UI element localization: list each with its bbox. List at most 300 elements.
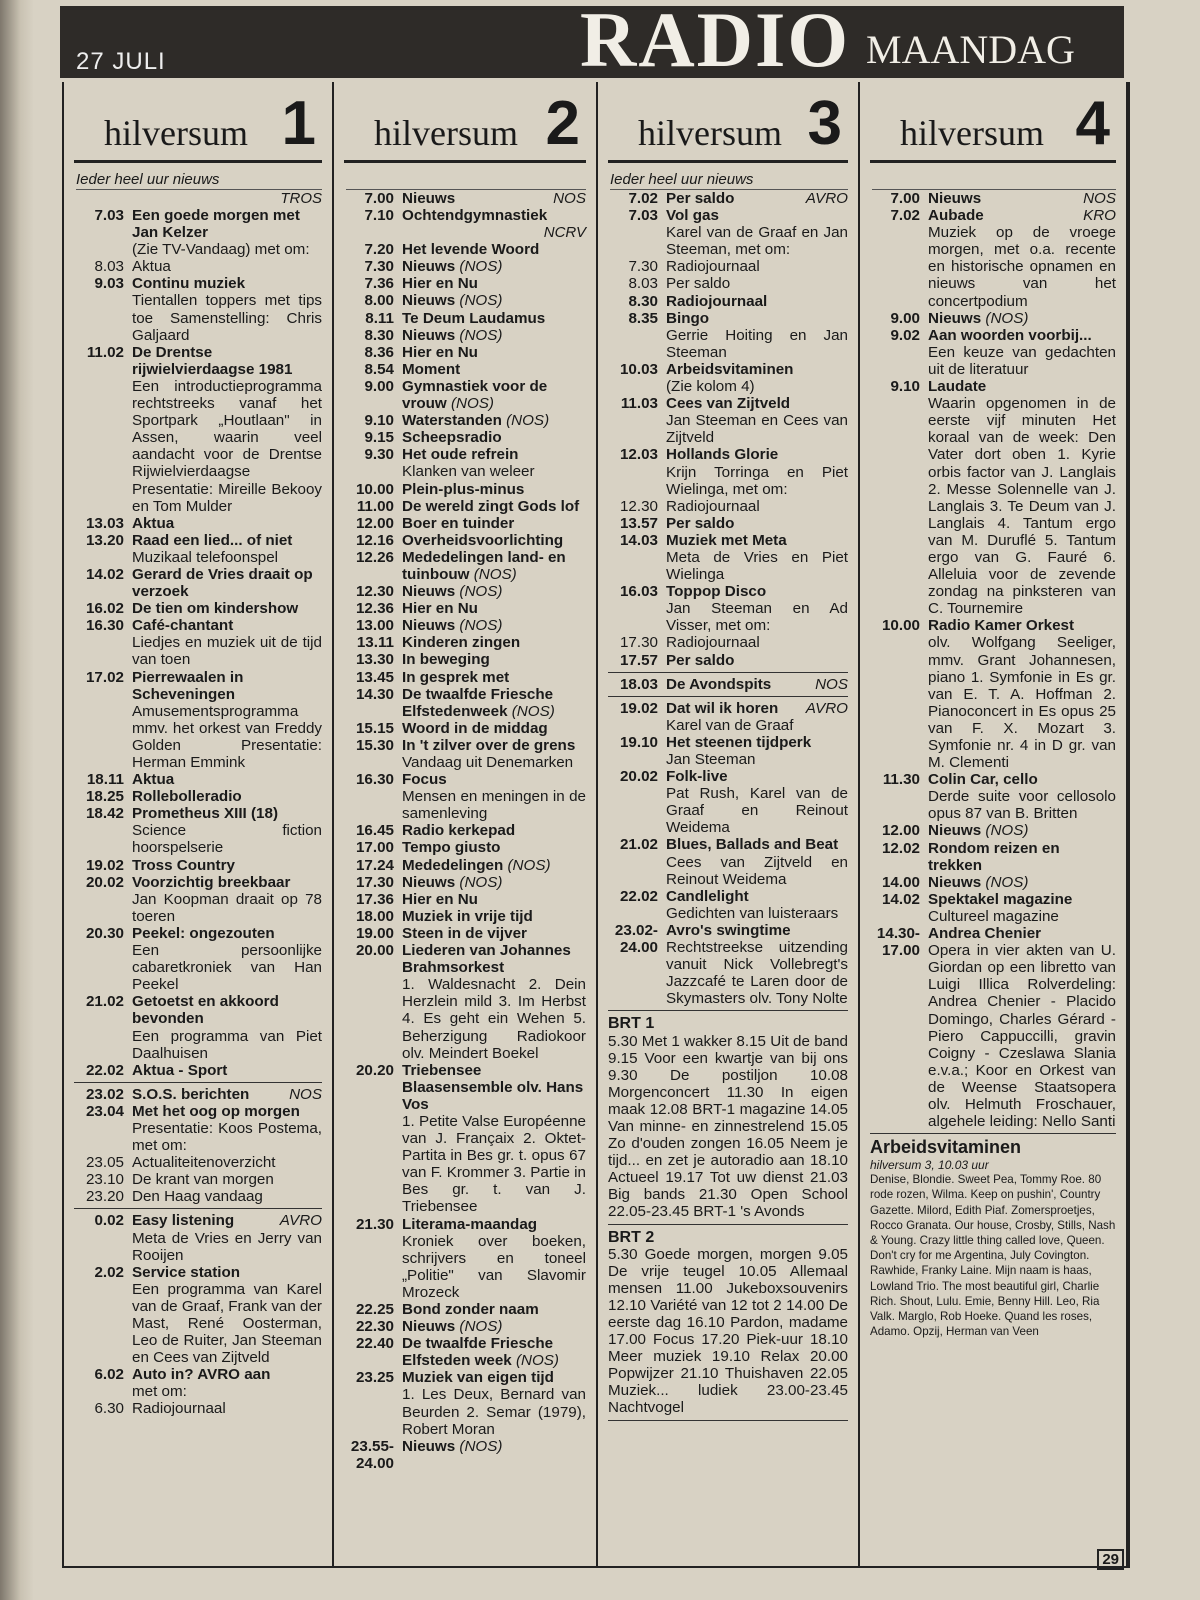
program-title: Muziek met Meta	[666, 531, 787, 549]
program-title: In beweging	[402, 651, 490, 669]
program-body	[402, 207, 586, 224]
program-title: Rondom reizen en trekken	[928, 839, 1060, 874]
program-entry	[344, 617, 586, 634]
program-time: 19.10	[619, 733, 658, 751]
divider-line	[74, 1208, 322, 1209]
program-time: 17.57	[619, 651, 658, 669]
program-body	[132, 566, 322, 600]
program-entry	[74, 1366, 322, 1400]
program-network: (NOS)	[507, 702, 555, 720]
program-title: Muziek in vrije tijd	[402, 907, 533, 925]
program-body	[666, 310, 848, 361]
program-entry	[344, 258, 586, 275]
program-network: (NOS)	[455, 583, 503, 601]
program-description: Jan Steeman en Cees van Zijtveld	[666, 412, 848, 447]
program-description: Kroniek over boeken, schrijvers en toneel „Politie" van Slavomir Mrozeck	[402, 1232, 586, 1301]
program-time: 12.30	[619, 497, 658, 515]
program-title: Aan woorden voorbij...	[928, 326, 1092, 344]
program-title: Avro's swingtime	[666, 921, 791, 939]
program-time: 18.11	[86, 771, 124, 789]
news-note-spacer	[872, 171, 1116, 190]
program-body	[402, 361, 586, 378]
program-time: 8.11	[365, 309, 394, 327]
program-time: 14.00	[881, 873, 920, 891]
program-entry	[74, 258, 322, 275]
program-time: 14.30-17.00	[876, 925, 920, 960]
program-time: 19.00	[355, 924, 394, 942]
program-description: Krijn Torringa en Piet Wielinga, met om:	[666, 463, 848, 498]
program-entry	[344, 1318, 586, 1335]
program-entry	[344, 412, 586, 429]
program-time: 7.02	[890, 207, 920, 225]
program-body	[402, 686, 586, 720]
program-entry	[344, 498, 586, 515]
program-entry	[870, 327, 1116, 378]
program-time: 23.02	[85, 1085, 124, 1103]
program-title: Nieuws	[402, 326, 456, 344]
program-time: 14.02	[881, 890, 920, 908]
program-description: Klanken van weleer	[402, 463, 535, 481]
program-body	[402, 1318, 586, 1335]
program-body	[666, 532, 848, 583]
program-entry	[344, 190, 586, 207]
program-time: 16.45	[355, 822, 394, 840]
program-time: 20.20	[355, 1061, 394, 1079]
program-entry	[74, 771, 322, 788]
program-body	[402, 839, 586, 856]
program-title: Prometheus XIII (18)	[132, 805, 279, 823]
program-entry	[608, 700, 848, 734]
program-body	[666, 888, 848, 922]
program-body	[928, 771, 1116, 822]
program-body	[402, 874, 586, 891]
program-time: 13.57	[619, 514, 658, 532]
divider-line	[608, 672, 848, 673]
program-time: 9.00	[890, 309, 920, 327]
program-body	[132, 617, 322, 668]
program-network: (NOS)	[446, 395, 494, 413]
program-body	[402, 532, 586, 549]
program-entry	[344, 600, 586, 617]
station-name: hilversum	[638, 113, 782, 153]
program-description: Tientallen toppers met tips toe Samenstelling: Chris Galjaard	[132, 292, 322, 344]
broadcaster-tag: AVRO	[279, 1212, 322, 1230]
program-body	[402, 908, 586, 925]
program-title: Blues, Ballads and Beat	[666, 836, 839, 854]
program-description: 1. Waldesnacht 2. Dein Herzlein mild 3. Im Herbst 4. Es geht ein Wehen 5. Beherzigung Radiokoor olv. Meindert Boekel	[402, 976, 586, 1062]
program-entry	[608, 768, 848, 836]
arbeidsvitaminen-playlist: Denise, Blondie. Sweet Pea, Tommy Roe. 80 rode rozen, Wilma. Keep on pushin', Country Gazette. Milord, Edith Piaf. Zomersproetjes, Rocco Granata. Our house, Crosby, Stills, Nash & Young. Crazy little thing called love, Queen. Don't cry for me Argentina, July Covington. Rawhide, Franky Laine. Mijn naam is haas, Lowland Trio. The most beautiful girl, Charlie Rich. Shout, Lulu. Emie, Benny Hill. Leo, Ria Valk. Marglo, Rob Hoeke. Quand les roses, Adamo. Opzij, Herman van Veen	[870, 1173, 1116, 1339]
program-body	[666, 395, 848, 446]
program-body	[666, 836, 848, 887]
program-time: 9.03	[94, 275, 124, 293]
program-title: Nieuws	[402, 873, 456, 891]
program-description: Actualiteitenoverzicht	[132, 1154, 276, 1172]
program-time: 18.42	[85, 805, 124, 823]
program-description: Cees van Zijtveld en Reinout Weidema	[666, 853, 848, 888]
program-title: Nieuws	[402, 1437, 456, 1455]
broadcaster-tag: NOS	[289, 1085, 322, 1103]
program-network: (NOS)	[981, 309, 1029, 327]
program-body	[132, 344, 322, 515]
program-title: Met het oog op morgen	[132, 1102, 300, 1120]
program-entry	[608, 446, 848, 497]
belgian-radio-block	[608, 1229, 848, 1417]
program-description: olv. Wolfgang Seeliger, mmv. Grant Johannesen, piano 1. Symfonie in Es gr. van E. T. A. Hoffman 2. Pianoconcert in Es opus 25 van F. X. Mozart 3. Symfonie nr. 4 in D gr. van M. Clementi	[928, 634, 1116, 772]
program-title: De twaalfde Friesche Elfstedenweek	[402, 685, 554, 720]
program-description: Rechtstreekse uitzending vanuit Nick Vollebregt's Jazzcafé te Laren door de Skymasters olv. Tony Nolte	[666, 939, 848, 1008]
program-entry	[344, 532, 586, 549]
program-body	[402, 583, 586, 600]
program-body	[132, 1400, 322, 1417]
program-description: Opera in vier akten van U. Giordan op een libretto van Luigi Illica Rolverdeling: Andrea Chenier - Placido Domingo, Charles Gérard - Piero Cappuccilli, gravin Coigny - Czeslawa Slania e.v.a.; Koor en Orkest van de Weense Staatsopera olv. Helmuth Froschauer, algehele leiding: Nello Santi	[928, 942, 1116, 1131]
program-title: Gymnastiek voor de vrouw	[402, 377, 548, 413]
program-body	[402, 292, 586, 309]
program-body	[928, 891, 1116, 925]
program-entry	[344, 891, 586, 908]
program-body	[928, 207, 1116, 310]
program-time: 8.35	[628, 309, 658, 327]
program-body	[132, 515, 322, 532]
program-entry	[608, 676, 848, 693]
program-time: 12.00	[881, 822, 920, 840]
program-entry	[608, 888, 848, 922]
program-time: 17.30	[619, 634, 658, 652]
program-entry	[74, 788, 322, 805]
program-entry	[74, 1086, 322, 1103]
program-body	[928, 822, 1116, 839]
broadcaster-label: TROS	[280, 190, 322, 207]
program-title: Tempo giusto	[402, 839, 501, 857]
program-title: Easy listening	[132, 1212, 235, 1230]
program-entry	[344, 1438, 586, 1472]
program-entry	[74, 275, 322, 343]
program-body	[132, 1086, 322, 1103]
program-entry	[344, 549, 586, 583]
program-description: Meta de Vries en Piet Wielinga	[666, 548, 848, 584]
program-time: 13.45	[355, 668, 394, 686]
station-number: 1	[281, 89, 316, 158]
program-body	[402, 1438, 586, 1472]
program-entry	[608, 532, 848, 583]
program-entry	[870, 190, 1116, 207]
program-body	[402, 737, 586, 771]
program-description: Karel van de Graaf	[666, 716, 794, 734]
program-description: Pat Rush, Karel van de Graaf en Reinout Weidema	[666, 785, 848, 837]
schedule-grid	[62, 82, 1130, 1568]
program-description: Liedjes en muziek uit de tijd van toen	[132, 634, 322, 669]
program-description: Per saldo	[666, 275, 731, 293]
program-network: (NOS)	[455, 258, 503, 276]
program-title: Liederen van Johannes Brahmsorkest	[402, 942, 571, 977]
program-time: 8.30	[628, 292, 658, 310]
program-description: Een introductieprogramma rechtstreeks vanaf het Sportpark „Houtlaan" in Assen, waarin veel aandacht voor de Drentse Rijwielvierdaagse Presentatie: Mireille Bekooy en Tom Mulder	[132, 377, 322, 515]
program-body	[666, 361, 848, 395]
program-body	[402, 1216, 586, 1301]
program-time: 16.03	[619, 583, 658, 601]
program-time: 10.00	[355, 480, 394, 498]
program-time: 14.02	[85, 565, 124, 583]
program-time: 20.00	[355, 942, 394, 960]
program-network: (NOS)	[511, 1352, 559, 1370]
program-title: Aktua	[132, 514, 175, 532]
program-entry	[608, 293, 848, 310]
program-entry	[74, 1154, 322, 1171]
program-body	[402, 669, 586, 686]
program-time: 13.11	[356, 634, 394, 652]
program-title: Toppop Disco	[666, 583, 767, 601]
program-description: Den Haag vandaag	[132, 1188, 263, 1206]
program-body	[402, 651, 586, 668]
program-entry	[344, 822, 586, 839]
news-note: Ieder heel uur nieuws	[610, 171, 848, 190]
broadcaster-tag: KRO	[1083, 207, 1116, 225]
program-description: Gerrie Hoiting en Jan Steeman	[666, 326, 848, 361]
program-title: Te Deum Laudamus	[402, 309, 546, 327]
program-time: 22.02	[619, 887, 658, 905]
program-time: 12.36	[355, 600, 394, 618]
program-body	[402, 498, 586, 515]
program-description: Muzikaal telefoonspel	[132, 548, 279, 566]
program-entry	[74, 617, 322, 668]
program-time: 23.05	[85, 1154, 124, 1172]
program-entry	[344, 839, 586, 856]
program-title: Aktua - Sport	[132, 1061, 228, 1079]
program-time: 16.02	[85, 600, 124, 618]
program-description: Gedichten van luisteraars	[666, 904, 839, 922]
program-body	[402, 600, 586, 617]
program-body	[666, 634, 848, 651]
program-time: 7.30	[628, 258, 658, 276]
program-entry	[870, 771, 1116, 822]
program-title: Folk-live	[666, 768, 728, 786]
program-title: Het steenen tijdperk	[666, 733, 812, 751]
program-title: Literama-maandag	[402, 1215, 538, 1233]
program-title: Boer en tuinder	[402, 514, 515, 532]
program-body	[928, 310, 1116, 327]
broadcaster-tag: NOS	[1083, 190, 1116, 207]
program-time: 13.30	[355, 651, 394, 669]
program-time: 22.30	[355, 1318, 394, 1336]
program-entry	[344, 583, 586, 600]
program-entry	[870, 822, 1116, 839]
program-entry	[344, 942, 586, 1062]
program-time: 14.30	[355, 685, 394, 703]
program-description: Karel van de Graaf en Jan Steeman, met om:	[666, 224, 848, 259]
arbeidsvitaminen-source: hilversum 3, 10.03 uur	[870, 1158, 989, 1173]
brt2-title: BRT 2	[608, 1228, 655, 1246]
news-note-spacer	[346, 171, 586, 190]
program-entry	[74, 532, 322, 566]
news-note: Ieder heel uur nieuws	[76, 171, 322, 190]
program-time: 11.30	[882, 771, 920, 789]
program-description: Radiojournaal	[666, 258, 760, 276]
program-body	[132, 600, 322, 617]
program-entry	[344, 737, 586, 771]
program-entry	[870, 378, 1116, 617]
program-time: 0.02	[94, 1212, 124, 1230]
program-title: Spektakel magazine	[928, 890, 1073, 908]
program-title: Bond zonder naam	[402, 1301, 539, 1318]
program-title: Mededelingen	[402, 856, 504, 874]
program-entry	[344, 275, 586, 292]
program-body	[666, 922, 848, 1007]
program-entry	[344, 1301, 586, 1318]
program-time: 19.02	[619, 699, 658, 717]
broadcaster-tag: NOS	[815, 675, 848, 693]
program-title: Pierrewaalen in Scheveningen	[132, 668, 244, 703]
program-title: In gesprek met	[402, 668, 510, 686]
station-header	[608, 82, 848, 163]
program-time: 15.30	[355, 736, 394, 754]
program-title: De tien om kindershow	[132, 600, 299, 618]
broadcaster-tag: AVRO	[805, 699, 848, 717]
program-body	[666, 498, 848, 515]
program-title: Dat wil ik horen	[666, 699, 779, 717]
brt2-schedule: 5.30 Goede morgen, morgen 9.05 De vrije teugel 10.05 Allemaal mensen 11.00 Jukeboxsouvenirs 12.10 Variété van 12 tot 2 14.00 De eerste dag 16.10 Pardon, madame 17.00 Focus 17.20 Piek-uur 18.10 Meer muziek 19.10 Relax 20.00 Popwijzer 21.10 Thuishaven 22.05 Muziek... ludiek 23.00-23.45 Nachtvogel	[608, 1245, 848, 1417]
program-entry	[608, 310, 848, 361]
program-entry	[74, 1188, 322, 1205]
program-title: Andrea Chenier	[928, 925, 1042, 943]
program-entry	[344, 310, 586, 327]
radio-title: RADIO	[580, 0, 851, 83]
program-body	[132, 1188, 322, 1205]
program-time: 9.30	[364, 446, 394, 464]
program-entry	[608, 583, 848, 634]
program-network: (NOS)	[503, 856, 551, 874]
program-description: De krant van morgen	[132, 1171, 274, 1189]
program-time: 10.03	[619, 360, 658, 378]
program-title: Het oude refrein	[402, 446, 519, 464]
program-title: Nieuws	[402, 292, 456, 310]
program-entry	[74, 515, 322, 532]
program-body	[402, 378, 586, 412]
program-title: Gerard de Vries draait op verzoek	[132, 565, 313, 601]
program-body	[132, 1171, 322, 1188]
program-entry	[870, 874, 1116, 891]
page-number: 29	[1097, 1549, 1124, 1570]
program-entry	[344, 874, 586, 891]
program-title: Rollebolleradio	[132, 788, 242, 806]
program-time: 8.03	[94, 258, 124, 276]
program-title: Nieuws	[402, 617, 456, 635]
brt1-schedule: 5.30 Met 1 wakker 8.15 Uit de band 9.15 Voor een kwartje van bij ons 9.30 De postiljon 10.08 Morgenconcert 11.30 In eigen maak 12.08 BRT-1 magazine 14.05 Van minne- en zinnestrelend 15.05 Zo d'ouden zongen 16.05 Neem je tijd... en zet je autoradio aan 18.10 Actueel 19.17 Tot uw dienst 21.03 Big bands 21.30 Open School 22.05-23.45 BRT-1 's Avonds	[608, 1032, 848, 1221]
program-time: 19.02	[85, 856, 124, 874]
program-body	[402, 549, 586, 583]
program-body	[132, 1212, 322, 1263]
program-time: 12.16	[355, 531, 394, 549]
program-time: 8.54	[364, 360, 394, 378]
program-entry	[608, 922, 848, 1007]
program-time: 13.00	[355, 617, 394, 635]
program-body	[666, 734, 848, 768]
program-title: Tross Country	[132, 856, 235, 874]
program-entry	[344, 446, 586, 480]
program-title: Hier en Nu	[402, 890, 478, 908]
program-time: 8.30	[364, 326, 394, 344]
program-description: Amusementsprogramma mmv. het orkest van Freddy Golden Presentatie: Herman Emmink	[132, 702, 322, 771]
program-entry	[608, 190, 848, 207]
program-entry	[74, 344, 322, 515]
program-body	[666, 446, 848, 497]
program-network: (NOS)	[455, 1437, 503, 1455]
program-title: Auto in? AVRO aan	[132, 1366, 271, 1384]
program-time: 8.03	[628, 275, 658, 293]
program-title: Muziek van eigen tijd	[402, 1369, 554, 1387]
program-body	[666, 583, 848, 634]
program-description: Jan Koopman draait op 78 toeren	[132, 890, 322, 925]
program-title: Hier en Nu	[402, 275, 478, 293]
program-title: Woord in de middag	[402, 719, 548, 737]
program-time: 21.02	[619, 836, 658, 854]
program-body	[132, 857, 322, 874]
program-title: Nieuws	[928, 309, 982, 327]
program-body	[666, 515, 848, 532]
program-time: 17.02	[85, 668, 124, 686]
program-entry	[870, 310, 1116, 327]
date-label: 27 JULI	[76, 48, 166, 75]
program-title: Nieuws	[402, 258, 456, 276]
program-entry	[870, 925, 1116, 1130]
program-entry	[344, 429, 586, 446]
program-title: Radiojournaal	[666, 292, 768, 310]
program-entry	[344, 1369, 586, 1437]
divider-line	[608, 696, 848, 697]
program-title: Aubade	[928, 207, 984, 225]
divider-line	[74, 1082, 322, 1083]
program-title: Steen in de vijver	[402, 924, 527, 942]
program-entry	[74, 857, 322, 874]
program-title: Continu muziek	[132, 275, 246, 293]
program-time: 21.30	[355, 1215, 394, 1233]
column-hilversum-4	[860, 82, 1128, 1566]
program-time: 7.00	[890, 190, 920, 207]
program-title: Laudate	[928, 378, 987, 396]
program-entry	[344, 207, 586, 224]
program-time: 9.00	[364, 377, 394, 395]
program-body	[402, 942, 586, 1062]
program-time: 7.03	[628, 207, 658, 225]
program-entry	[344, 1216, 586, 1301]
program-title: Radio Kamer Orkest	[928, 617, 1075, 635]
program-body	[402, 310, 586, 327]
program-entry	[608, 652, 848, 669]
program-title: Moment	[402, 360, 461, 378]
program-entry	[344, 771, 586, 822]
program-network: (NOS)	[455, 1318, 503, 1336]
program-entry	[74, 1264, 322, 1367]
program-entry	[344, 651, 586, 668]
program-body	[402, 412, 586, 429]
program-time: 22.02	[85, 1061, 124, 1079]
program-title: Een goede morgen met Jan Kelzer	[132, 207, 300, 242]
program-entry	[608, 275, 848, 292]
program-time: 11.03	[620, 395, 658, 413]
program-entry	[344, 686, 586, 720]
program-title: Hier en Nu	[402, 600, 478, 618]
program-body	[928, 190, 1116, 207]
program-entry	[344, 327, 586, 344]
program-description: Derde suite voor cellosolo opus 87 van B. Britten	[928, 788, 1116, 823]
program-body	[402, 771, 586, 822]
program-time: 9.10	[364, 412, 394, 430]
program-time: 7.02	[628, 190, 658, 207]
program-description: 1. Petite Valse Européenne van J. Françaix 2. Oktet-Partita in Bes gr. t. opus 67 van F. Krommer 3. Partie in Bes gr. t. van J. Triebensee	[402, 1112, 586, 1216]
program-body	[132, 805, 322, 856]
program-body	[666, 207, 848, 258]
program-time: 8.36	[364, 343, 394, 361]
program-entry	[344, 241, 586, 258]
